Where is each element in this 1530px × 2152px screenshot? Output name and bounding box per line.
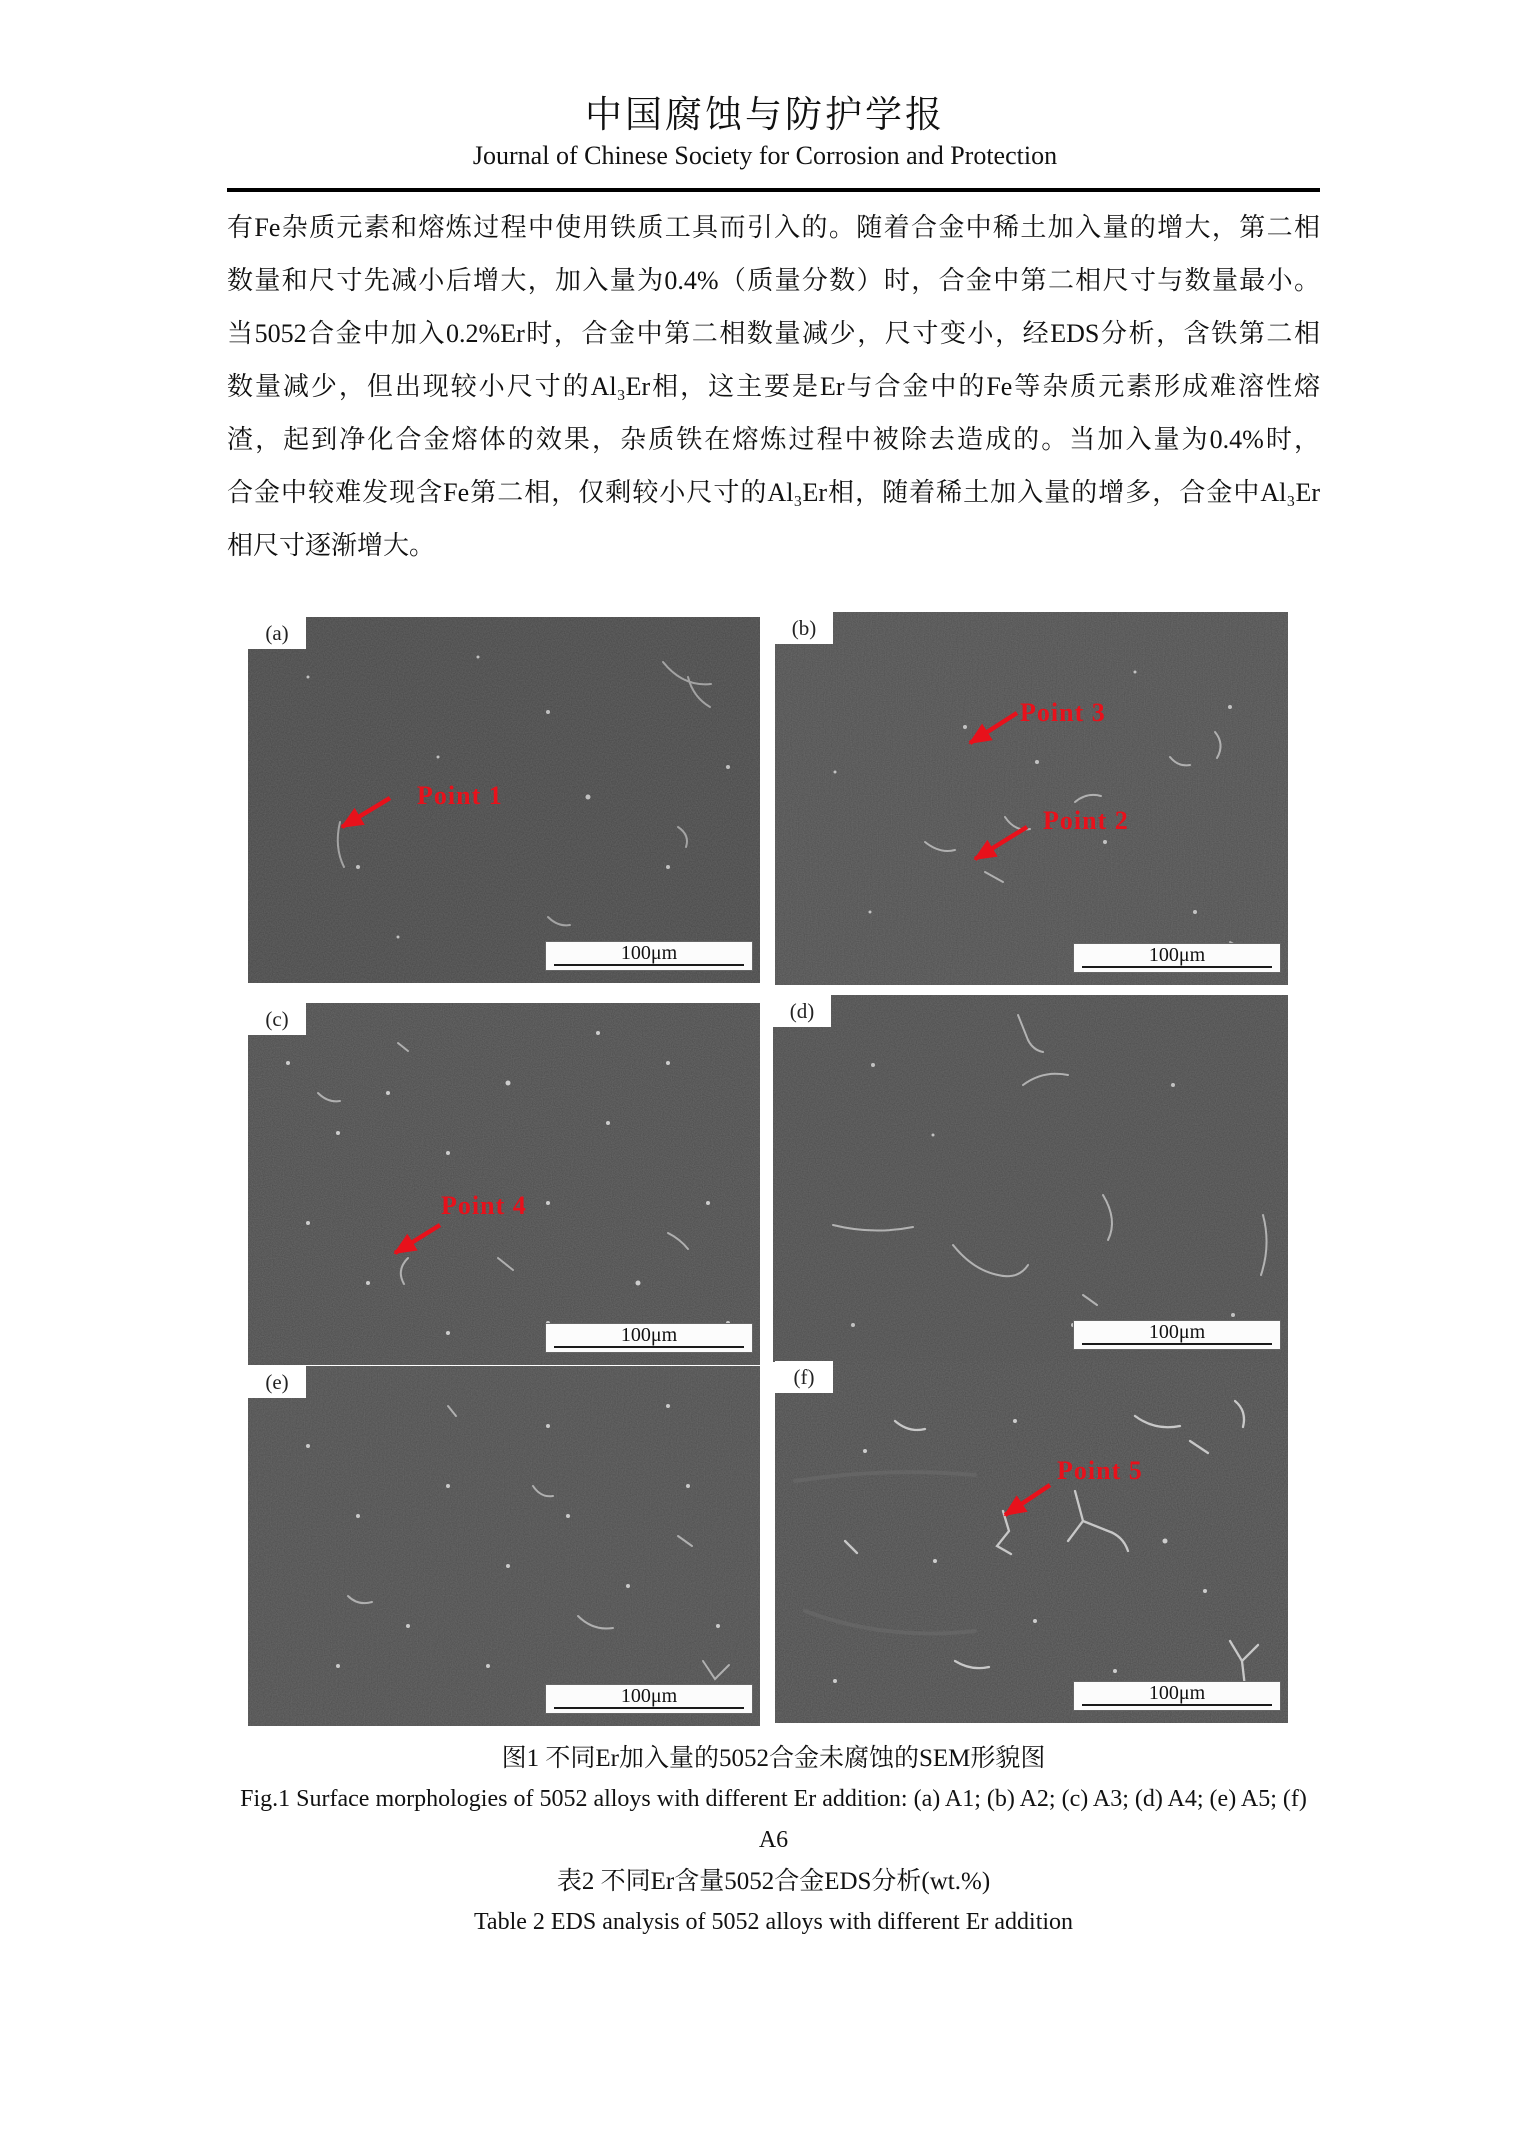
caption-block [227,1738,1320,1943]
panel-label-b: (b) [775,612,833,644]
annotation-point-4-arrow [248,1003,760,1365]
panel-label-a: (a) [248,617,306,649]
scale-bar-c-line [554,1346,744,1348]
figure1-caption-en-cont: A6 [758,1827,789,1853]
annotation-point-1-label: Point 1 [417,781,503,810]
sem-image-panel-e [248,1366,760,1726]
annotation-arrows-b [775,612,1288,985]
annotation-point-5-label: Point 5 [1057,1456,1143,1485]
scale-bar-b-label: 100μm [1148,944,1206,966]
scale-bar-e-label: 100μm [620,1685,678,1707]
figure1-caption-zh: 图1 不同Er加入量的5052合金未腐蚀的SEM形貌图 [501,1745,1046,1772]
body-line-4: 数量减少，但出现较小尺寸的Al₃Er相，这主要是Er与合金中的Fe等杂质元素形成难溶性熔 [227,372,1320,401]
sem-image-panel-f [775,1361,1288,1723]
scale-bar-f-label: 100μm [1148,1682,1206,1704]
figure1 [248,612,1288,1728]
body-paragraph [227,201,1320,572]
panel-label-d: (d) [773,995,831,1027]
journal-title-en: Journal of Chinese Society for Corrosion and Protection [472,141,1058,170]
body-line-6: 合金中较难发现含Fe第二相，仅剩较小尺寸的Al₃Er相，随着稀土加入量的增多，合金中Al₃Er [227,478,1320,507]
annotation-point-3-label: Point 3 [1020,698,1106,727]
header-rule [227,188,1320,192]
panel-label-c: (c) [248,1003,306,1035]
body-line-2: 数量和尺寸先减小后增大，加入量为0.4%（质量分数）时，合金中第二相尺寸与数量最小。 [227,266,1320,295]
figure1-caption-en: Fig.1 Surface morphologies of 5052 alloys with different Er addition: (a) A1; (b) A2; (c) A3; (d) A4; (e) A5; (f) [240,1786,1307,1812]
body-line-1: 有Fe杂质元素和熔炼过程中使用铁质工具而引入的。随着合金中稀土加入量的增大，第二相 [227,213,1320,242]
body-line-7: 相尺寸逐渐增大。 [227,531,436,560]
scale-bar-a [545,941,753,971]
table2-caption-zh: 表2 不同Er含量5052合金EDS分析(wt.%) [556,1868,991,1895]
sem-texture-e [248,1366,760,1726]
scale-bar-d [1073,1320,1281,1350]
annotation-point-2-label: Point 2 [1043,806,1129,835]
table2-caption-en: Table 2 EDS analysis of 5052 alloys with different Er addition [473,1909,1074,1935]
scale-bar-f [1073,1681,1281,1711]
annotation-point-1-arrow [248,617,760,983]
annotation-point-4-label: Point 4 [441,1191,527,1220]
scale-bar-b-line [1082,966,1272,968]
annotation-point-5-arrow [775,1361,1288,1723]
scale-bar-a-line [554,964,744,966]
body-line-3: 当5052合金中加入0.2%Er时，合金中第二相数量减少，尺寸变小，经EDS分析，含铁第二相 [227,319,1320,348]
sem-image-panel-c [248,1003,760,1365]
sem-image-panel-b [775,612,1288,985]
sem-image-panel-a [248,617,760,983]
journal-title-zh: 中国腐蚀与防护学报 [585,95,945,136]
panel-label-e: (e) [248,1366,306,1398]
scale-bar-c-label: 100μm [620,1324,678,1346]
scale-bar-e [545,1684,753,1714]
scale-bar-e-line [554,1707,744,1709]
sem-image-panel-d [773,995,1288,1362]
sem-texture-d [773,995,1288,1362]
scale-bar-f-line [1082,1704,1272,1706]
scale-bar-d-line [1082,1343,1272,1345]
body-line-5: 渣，起到净化合金熔体的效果，杂质铁在熔炼过程中被除去造成的。当加入量为0.4%时， [227,425,1320,454]
panel-label-f: (f) [775,1361,833,1393]
scale-bar-b [1073,943,1281,973]
scale-bar-d-label: 100μm [1148,1321,1206,1343]
scale-bar-a-label: 100μm [620,942,678,964]
scale-bar-c [545,1323,753,1353]
